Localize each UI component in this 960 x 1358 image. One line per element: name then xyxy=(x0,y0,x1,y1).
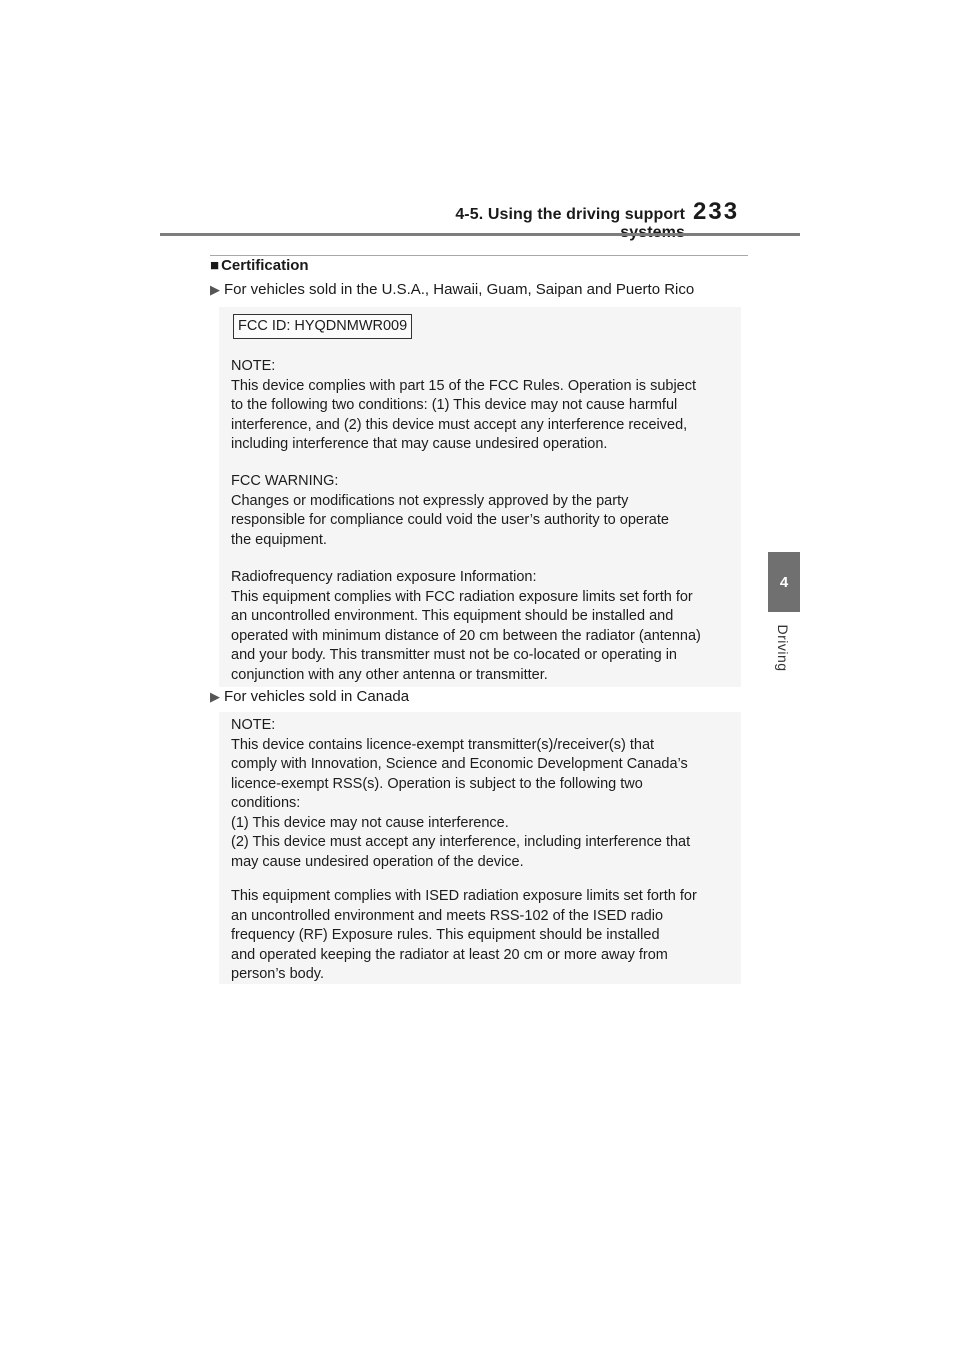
arrow-right-icon: ▶ xyxy=(210,282,220,297)
radiation-line: Radiofrequency radiation exposure Information: xyxy=(231,569,537,585)
ised-line: and operated keeping the radiator at least 20 cm or more away from xyxy=(231,946,668,963)
fcc-warning xyxy=(231,472,736,550)
header-rule xyxy=(160,233,800,236)
section-heading xyxy=(210,257,309,274)
radiation-line: and your body. This transmitter must not be co-located or operating in xyxy=(231,647,677,663)
fcc-note xyxy=(231,357,736,455)
warning-line: FCC WARNING: xyxy=(231,473,339,489)
chapter-tab[interactable]: 4 xyxy=(768,552,800,612)
fcc-id: FCC ID: HYQDNMWR009 xyxy=(233,314,412,339)
warning-line: responsible for compliance could void the user’s authority to operate xyxy=(231,512,669,528)
bullet-canada-text: For vehicles sold in Canada xyxy=(224,688,410,705)
canada-note-line: comply with Innovation, Science and Economic Development Canada’s xyxy=(231,756,688,772)
canada-label-image xyxy=(219,712,741,984)
radiation-line: operated with minimum distance of 20 cm between the radiator (antenna) xyxy=(231,627,701,644)
arrow-right-icon: ▶ xyxy=(210,689,220,704)
square-bullet-icon: ■ xyxy=(210,257,220,274)
ised-line: an uncontrolled environment and meets RSS-102 of the ISED radio xyxy=(231,907,664,924)
canada-note xyxy=(231,716,736,872)
canada-note-line: may cause undesired operation of the device. xyxy=(231,853,524,870)
radiation-line: an uncontrolled environment. This equipment should be installed and xyxy=(231,608,674,624)
canada-note-line: This device contains licence-exempt transmitter(s)/receiver(s) that xyxy=(231,736,655,753)
header-title: 4-5. Using the driving support xyxy=(455,206,685,223)
sub-rule xyxy=(210,255,748,256)
radiation-line: conjunction with any other antenna or transmitter. xyxy=(231,666,548,683)
bullet-us-text: For vehicles sold in the U.S.A., Hawaii, Guam, Saipan and Puerto Rico xyxy=(224,281,695,298)
canada-ised xyxy=(231,887,736,985)
note-line: to the following two conditions: (1) This device may not cause harmful xyxy=(231,397,678,413)
fcc-radiation xyxy=(231,568,736,685)
chapter-label: Driving xyxy=(775,624,791,672)
ised-line: This equipment complies with ISED radiation exposure limits set forth for xyxy=(231,888,697,904)
radiation-line: This equipment complies with FCC radiation exposure limits set forth for xyxy=(231,588,693,605)
bullet-canada xyxy=(210,688,409,705)
ised-line: person’s body. xyxy=(231,966,324,982)
note-line: NOTE: xyxy=(231,358,276,374)
page-number: 233 xyxy=(693,198,740,225)
bullet-us xyxy=(210,281,694,298)
note-line: interference, and (2) this device must accept any interference received, xyxy=(231,416,688,433)
section-heading-text: Certification xyxy=(221,257,309,274)
canada-note-line: NOTE: xyxy=(231,717,276,733)
note-line: This device complies with part 15 of the FCC Rules. Operation is subject xyxy=(231,377,697,394)
note-line: including interference that may cause undesired operation. xyxy=(231,436,608,452)
warning-line: the equipment. xyxy=(231,531,327,548)
canada-note-line: conditions: xyxy=(231,795,301,811)
ised-line: frequency (RF) Exposure rules. This equipment should be installed xyxy=(231,927,660,943)
warning-line: Changes or modifications not expressly approved by the party xyxy=(231,492,629,509)
canada-note-line: (1) This device may not cause interference. xyxy=(231,814,509,831)
canada-note-line: (2) This device must accept any interference, including interference that xyxy=(231,834,691,850)
fcc-label-image xyxy=(219,307,741,687)
canada-note-line: licence-exempt RSS(s). Operation is subject to the following two xyxy=(231,775,643,792)
